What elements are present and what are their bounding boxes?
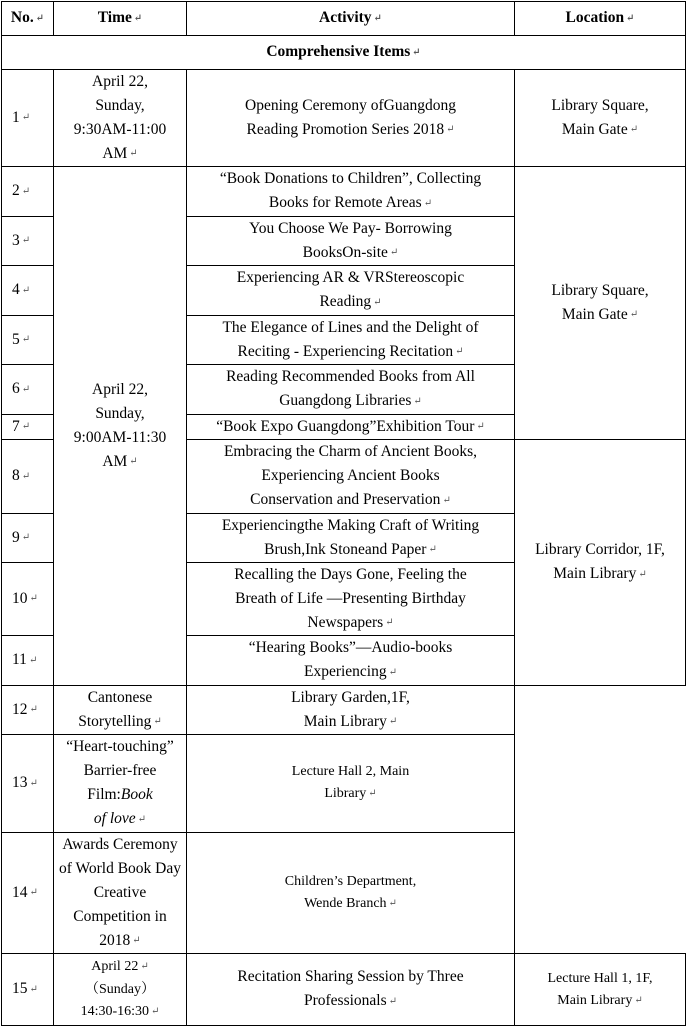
row-number: 7 ↵ [2, 414, 54, 439]
time-cell: April 22, Sunday, 9:30AM-11:00 AM ↵ [54, 70, 187, 167]
row-number: 1 ↵ [2, 70, 54, 167]
row-number: 8 ↵ [2, 440, 54, 513]
header-row [2, 2, 686, 36]
location-cell: Library Square, Main Gate ↵ [515, 167, 686, 440]
activity-cell: Reading Recommended Books from All Guangdong Libraries ↵ [187, 365, 515, 414]
activity-cell: Cantonese Storytelling ↵ [54, 685, 187, 734]
location-cell: Library Garden,1F, Main Library ↵ [187, 685, 515, 734]
row-number: 12 ↵ [2, 685, 54, 734]
header-time: Time ↵ [54, 2, 187, 36]
row-number: 9 ↵ [2, 513, 54, 562]
row-number: 14 ↵ [2, 832, 54, 953]
row-number: 15 ↵ [2, 954, 54, 1026]
activity-cell: “Heart-touching” Barrier-free Film:Book of love ↵ [54, 735, 187, 832]
table-row [2, 70, 686, 167]
table-row [2, 832, 686, 953]
section-row [2, 36, 686, 70]
activity-cell: Experiencingthe Making Craft of Writing Brush,Ink Stoneand Paper ↵ [187, 513, 515, 562]
header-activity: Activity ↵ [187, 2, 515, 36]
table-row [2, 685, 686, 734]
row-number: 5 ↵ [2, 315, 54, 364]
activity-cell: “Hearing Books”—Audio-books Experiencing ↵ [187, 636, 515, 685]
location-cell: Library Square, Main Gate ↵ [515, 70, 686, 167]
row-number: 4 ↵ [2, 266, 54, 315]
table-row [2, 954, 686, 1026]
activity-cell: Recalling the Days Gone, Feeling the Breath of Life —Presenting Birthday Newspapers ↵ [187, 562, 515, 635]
table-row [2, 167, 686, 216]
row-number: 2 ↵ [2, 167, 54, 216]
time-cell: April 22 ↵ （Sunday） 14:30-16:30 ↵ [54, 954, 187, 1026]
activity-cell: Experiencing AR & VRStereoscopic Reading ↵ [187, 266, 515, 315]
header-no: No. ↵ [2, 2, 54, 36]
table-row [2, 735, 686, 832]
location-cell: Lecture Hall 2, Main Library ↵ [187, 735, 515, 832]
location-cell: Lecture Hall 1, 1F, Main Library ↵ [515, 954, 686, 1026]
activity-cell: The Elegance of Lines and the Delight of Reciting - Experiencing Recitation ↵ [187, 315, 515, 364]
location-cell: Children’s Department, Wende Branch ↵ [187, 832, 515, 953]
activity-cell: “Book Donations to Children”, Collecting Books for Remote Areas ↵ [187, 167, 515, 216]
section-title: Comprehensive Items ↵ [2, 36, 686, 70]
row-number: 3 ↵ [2, 216, 54, 265]
activity-cell: “Book Expo Guangdong”Exhibition Tour ↵ [187, 414, 515, 439]
row-number: 11 ↵ [2, 636, 54, 685]
row-number: 10 ↵ [2, 562, 54, 635]
activity-cell: Awards Ceremony of World Book Day Creative Competition in 2018 ↵ [54, 832, 187, 953]
time-cell: April 22, Sunday, 9:00AM-11:30 AM ↵ [54, 167, 187, 685]
row-number: 6 ↵ [2, 365, 54, 414]
activity-cell: Embracing the Charm of Ancient Books, Experiencing Ancient Books Conservation and Preservation ↵ [187, 440, 515, 513]
row-number: 13 ↵ [2, 735, 54, 832]
header-location: Location ↵ [515, 2, 686, 36]
events-table [1, 1, 686, 1026]
activity-cell: Recitation Sharing Session by Three Professionals ↵ [187, 954, 515, 1026]
location-cell: Library Corridor, 1F, Main Library ↵ [515, 440, 686, 686]
activity-cell: You Choose We Pay- Borrowing BooksOn-site ↵ [187, 216, 515, 265]
activity-cell: Opening Ceremony ofGuangdong Reading Promotion Series 2018 ↵ [187, 70, 515, 167]
